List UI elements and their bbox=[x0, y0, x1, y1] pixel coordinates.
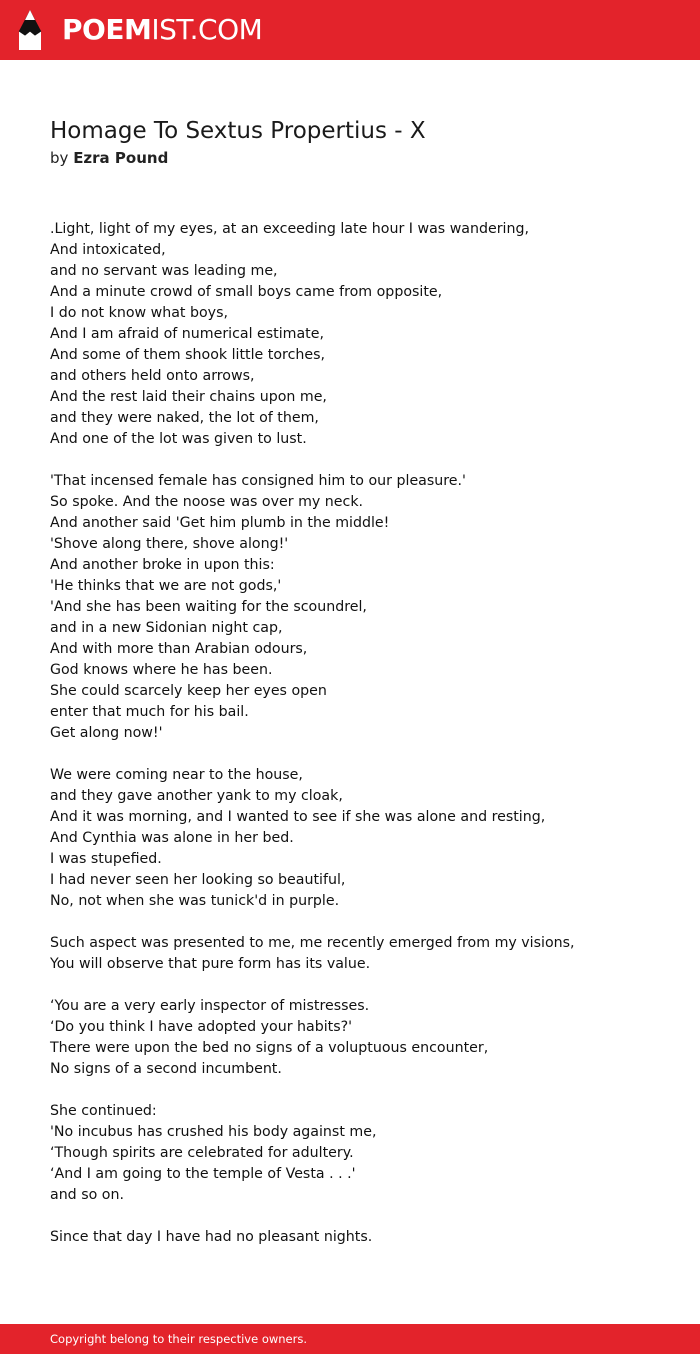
poem-line: I had never seen her looking so beautiful, bbox=[50, 872, 346, 888]
poem-line: And I am afraid of numerical estimate, bbox=[50, 326, 324, 342]
poem-stanza bbox=[50, 765, 670, 912]
poem-line: and in a new Sidonian night cap, bbox=[50, 620, 283, 636]
poem-line: 'No incubus has crushed his body against me, bbox=[50, 1124, 377, 1140]
copyright-text: Copyright belong to their respective owners. bbox=[50, 1332, 308, 1346]
poem-line: Get along now!' bbox=[50, 725, 163, 741]
poem-stanza bbox=[50, 1101, 670, 1206]
site-header bbox=[0, 0, 700, 60]
poem-line: You will observe that pure form has its value. bbox=[50, 956, 371, 972]
poem-line: and others held onto arrows, bbox=[50, 368, 255, 384]
poem-line: ‘You are a very early inspector of mistresses. bbox=[50, 998, 370, 1014]
poem-byline bbox=[50, 149, 168, 167]
by-label: by bbox=[50, 149, 69, 167]
logo-strong-text: POEM bbox=[62, 13, 152, 46]
poem-line: I was stupefied. bbox=[50, 851, 162, 867]
poem-line: and they were naked, the lot of them, bbox=[50, 410, 319, 426]
author-name: Ezra Pound bbox=[73, 149, 169, 167]
poem-line: There were upon the bed no signs of a voluptuous encounter, bbox=[50, 1040, 489, 1056]
stanza-gap bbox=[50, 450, 670, 471]
poem-line: No, not when she was tunick'd in purple. bbox=[50, 893, 340, 909]
poem-line: And it was morning, and I wanted to see if she was alone and resting, bbox=[50, 809, 546, 825]
poem-stanza bbox=[50, 219, 670, 450]
site-footer bbox=[0, 1324, 700, 1354]
poem-line: God knows where he has been. bbox=[50, 662, 273, 678]
site-logo[interactable] bbox=[62, 10, 262, 50]
poem-line: 'That incensed female has consigned him to our pleasure.' bbox=[50, 473, 466, 489]
poem-line: And another broke in upon this: bbox=[50, 557, 275, 573]
poem-line: And a minute crowd of small boys came from opposite, bbox=[50, 284, 443, 300]
poem-line: 'And she has been waiting for the scoundrel, bbox=[50, 599, 367, 615]
stanza-gap bbox=[50, 975, 670, 996]
poem-line: And some of them shook little torches, bbox=[50, 347, 325, 363]
poem-title: Homage To Sextus Propertius - X bbox=[50, 118, 426, 144]
poem-line: She continued: bbox=[50, 1103, 157, 1119]
poem-line: 'Shove along there, shove along!' bbox=[50, 536, 289, 552]
stanza-gap bbox=[50, 744, 670, 765]
poem-line: And with more than Arabian odours, bbox=[50, 641, 308, 657]
poem-line: And intoxicated, bbox=[50, 242, 166, 258]
poem-stanza bbox=[50, 933, 670, 975]
poem-body bbox=[50, 219, 670, 1248]
poem-line: And another said 'Get him plumb in the middle! bbox=[50, 515, 390, 531]
poem-line: And the rest laid their chains upon me, bbox=[50, 389, 327, 405]
poem-line: ‘And I am going to the temple of Vesta . . .' bbox=[50, 1166, 356, 1182]
logo-light-text: IST.COM bbox=[151, 13, 263, 46]
poem-stanza bbox=[50, 471, 670, 744]
poem-line: .Light, light of my eyes, at an exceeding late hour I was wandering, bbox=[50, 221, 530, 237]
poem-stanza bbox=[50, 996, 670, 1080]
poem-line: and they gave another yank to my cloak, bbox=[50, 788, 343, 804]
poem-line: 'He thinks that we are not gods,' bbox=[50, 578, 282, 594]
stanza-gap bbox=[50, 1080, 670, 1101]
poem-line: And one of the lot was given to lust. bbox=[50, 431, 307, 447]
poem-line: So spoke. And the noose was over my neck. bbox=[50, 494, 364, 510]
poem-line: I do not know what boys, bbox=[50, 305, 228, 321]
poem-line: We were coming near to the house, bbox=[50, 767, 303, 783]
poem-stanza bbox=[50, 1227, 670, 1248]
poem-line: and so on. bbox=[50, 1187, 124, 1203]
poem-line: and no servant was leading me, bbox=[50, 263, 278, 279]
poem-line: Such aspect was presented to me, me recently emerged from my visions, bbox=[50, 935, 575, 951]
stanza-gap bbox=[50, 1206, 670, 1227]
poem-line: ‘Do you think I have adopted your habits?' bbox=[50, 1019, 353, 1035]
poem-line: She could scarcely keep her eyes open bbox=[50, 683, 327, 699]
pencil-tip-icon[interactable] bbox=[18, 9, 42, 51]
poem-line: Since that day I have had no pleasant nights. bbox=[50, 1229, 373, 1245]
poem-line: And Cynthia was alone in her bed. bbox=[50, 830, 294, 846]
poem-line: enter that much for his bail. bbox=[50, 704, 249, 720]
stanza-gap bbox=[50, 912, 670, 933]
poem-line: No signs of a second incumbent. bbox=[50, 1061, 282, 1077]
poem-line: ‘Though spirits are celebrated for adultery. bbox=[50, 1145, 354, 1161]
